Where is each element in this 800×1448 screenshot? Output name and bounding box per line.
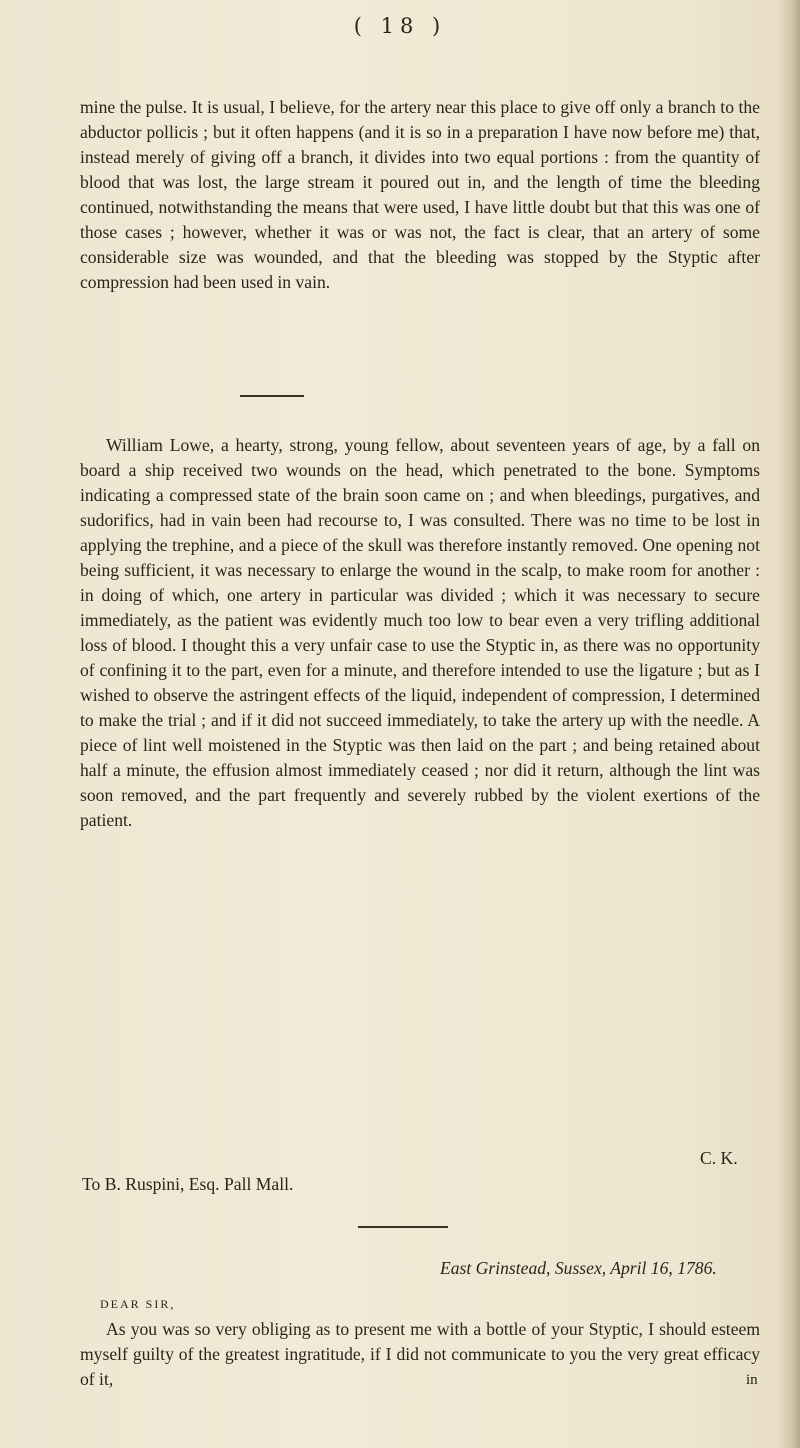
text-block-3: [80, 1317, 760, 1392]
page-edge-shadow: [778, 0, 800, 1448]
text-block-1: [80, 95, 760, 295]
dateline: East Grinstead, Sussex, April 16, 1786.: [440, 1258, 717, 1278]
salutation: DEAR SIR,: [100, 1297, 176, 1311]
text-block-2: [80, 433, 760, 833]
signature: C. K.: [700, 1148, 738, 1168]
page-number: ( 18 ): [353, 14, 447, 38]
paragraph-3: As you was so very obliging as to present me with a bottle of your Styptic, I should esteem myself guilty of the greatest ingratitude, if I did not communicate to you the very great efficacy of it,: [80, 1319, 760, 1389]
addressee: To B. Ruspini, Esq. Pall Mall.: [82, 1174, 294, 1194]
section-divider-2: [358, 1226, 448, 1228]
catchword: in: [746, 1372, 758, 1388]
paragraph-1: mine the pulse. It is usual, I believe, for the artery near this place to give off only a branch to the abductor pollicis ; but it often happens (and it is so in a preparation I have now before me) that, instead merely of giving off a branch, it divides into two equal portions : from the quantity of blood that was lost, the large stream it poured out in, and the length of time the bleeding continued, notwithstanding the means that were used, I have little doubt but that this was one of those cases ; however, whether it was or was not, the fact is clear, that an artery of some considerable size was wounded, and that the bleeding was stopped by the Styptic after compression had been used in vain.: [80, 97, 760, 292]
paragraph-2: William Lowe, a hearty, strong, young fellow, about seventeen years of age, by a fall on board a ship received two wounds on the head, which penetrated to the bone. Symptoms indicating a compressed state of the brain soon came on ; and when bleedings, purgatives, and sudorifics, had in vain been had recourse to, I was consulted. There was no time to be lost in applying the trephine, and a piece of the skull was therefore instantly removed. One opening not being sufficient, it was necessary to enlarge the wound in the scalp, to make room for another : in doing of which, one artery in particular was divided ; which it was necessary to secure immediately, as the patient was evidently much too low to bear even a very trifling additional loss of blood. I thought this a very unfair case to use the Styptic in, as there was no opportunity of confining it to the part, even for a minute, and therefore intended to use the ligature ; but as I wished to observe the astringent effects of the liquid, independent of compression, I determined to make the trial ; and if it did not succeed immediately, to take the artery up with the needle. A piece of lint well moistened in the Styptic was then laid on the part ; and being retained about half a minute, the effusion almost immediately ceased ; nor did it return, although the lint was soon removed, and the part frequently and severely rubbed by the violent exertions of the patient.: [80, 435, 760, 830]
section-divider-1: [240, 395, 304, 397]
